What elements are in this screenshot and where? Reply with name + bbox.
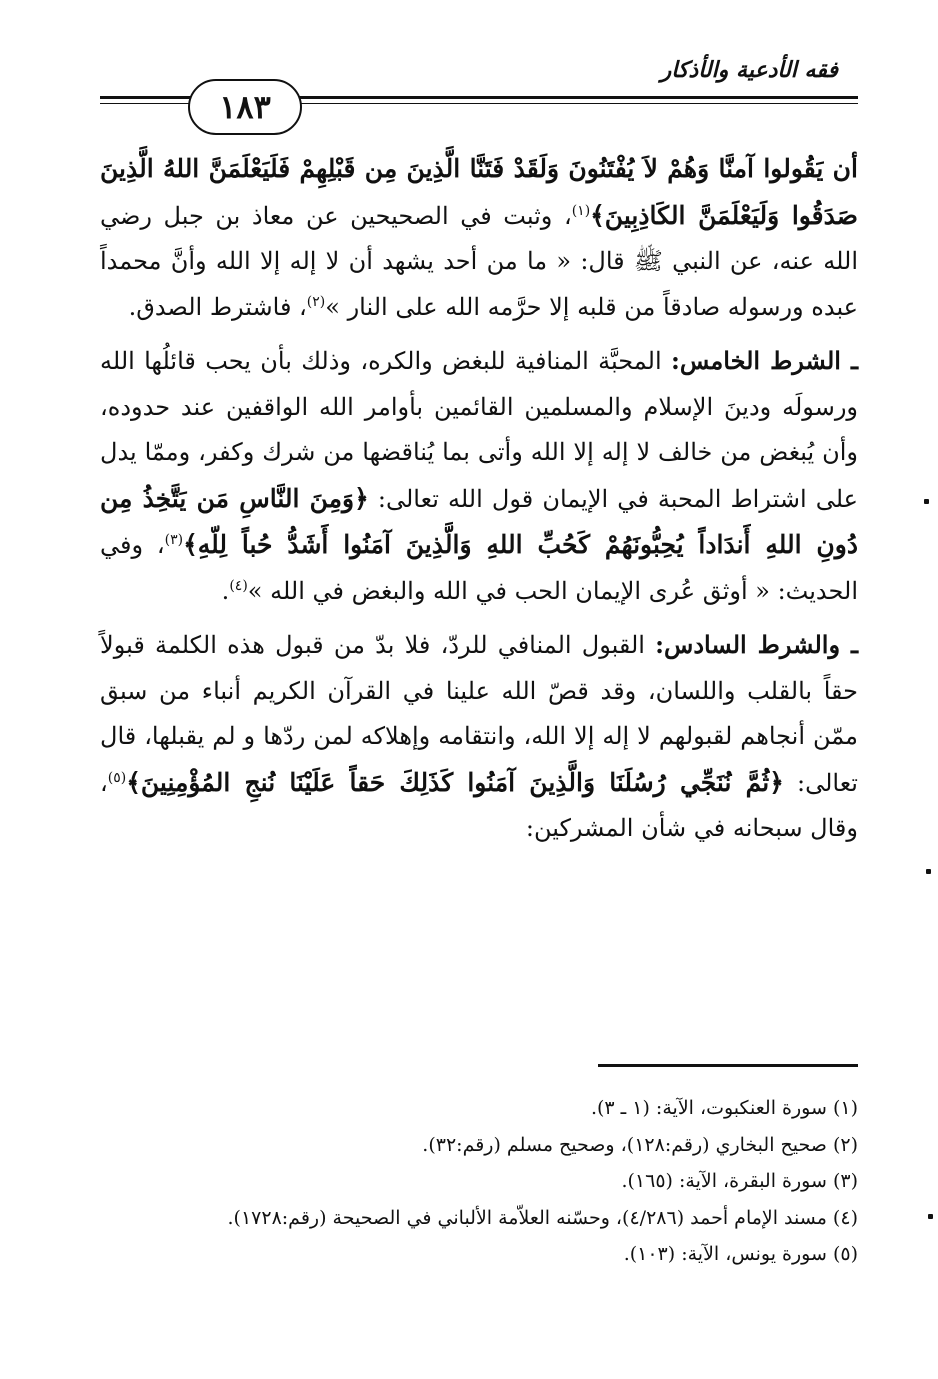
paragraph-fifth-condition [100, 338, 858, 614]
footnote-item: (٣) سورة البقرة، الآية: (١٦٥). [621, 1170, 858, 1192]
footnote-ref: (١) [571, 202, 591, 219]
paragraph-text: ، وثبت في الصحيحين عن معاذ بن جبل رضي الله عنه، عن النبي ﷺ قال: « ما من أحد يشهد أن لا إله إلا الله وأنَّ محمداً عبده ورسوله صادقاً من قلبه إلا حرَّمه الله على النار » [100, 201, 858, 321]
footnote-ref: (٥) [107, 769, 127, 786]
paragraph-text: ، فاشترط الصدق. [128, 292, 307, 321]
scan-margin-mark [926, 869, 931, 874]
footnote-item: (٥) سورة يونس، الآية: (١٠٣). [623, 1243, 858, 1265]
section-heading: ـ والشرط السادس: [655, 630, 858, 659]
footnote-item: (١) سورة العنكبوت، الآية: (١ ـ ٣). [590, 1097, 858, 1119]
footnote-item: (٢) صحيح البخاري (رقم:١٢٨)، وصحيح مسلم (رقم:٣٢). [422, 1133, 858, 1156]
paragraph-text: ، وقال سبحانه في شأن المشركين: [100, 768, 858, 842]
scan-margin-mark [924, 499, 929, 504]
quran-verse: ﴿وَمِنَ النَّاسِ مَن يَتَّخِذُ مِن دُونِ اللهِ أَندَاداً يُحِبُّونَهُمْ كَحُبِّ اللهِ وَالَّذِينَ آمَنُوا أَشَدُّ حُباً لِلّهِ﴾ [100, 483, 858, 559]
paragraph-continuation [100, 146, 858, 330]
paragraph-text: . [221, 576, 230, 605]
footnote-ref: (٤) [229, 577, 248, 594]
footnote-separator [598, 1064, 858, 1067]
paragraph-text: القبول المنافي للردّ، فلا بدّ من قبول هذه الكلمة قبولاً حقاً بالقلب واللسان، وقد قصّ الله علينا في القرآن الكريم أنباء من سبق ممّن أنجاهم لقبولهم لا إله إلا الله، وانتقامه وإهلاكه لمن ردّها و لم يقبلها، قال تعالى: [100, 631, 858, 797]
paragraph-text: ، وفي الحديث: « أوثق عُرى الإيمان الحب في الله والبغض في الله » [100, 531, 858, 605]
section-heading: ـ الشرط الخامس: [670, 346, 859, 375]
quran-verse: ﴿ثُمَّ نُنَجِّي رُسُلَنَا وَالَّذِينَ آمَنُوا كَذَلِكَ حَقاً عَلَيْنَا نُنجِ المُؤْمِنِينَ﴾ [126, 767, 784, 797]
footnote-ref: (٣) [164, 532, 184, 548]
paragraph-text: المحبَّة المنافية للبغض والكره، وذلك بأن يحب قائلُها الله ورسولَه ودينَ الإسلام والمسلمين القائمين بأوامر الله الواقفين عند حدوده، وأن يُبغض من خالف لا إله إلا الله وأتى بما يُناقضها من شرك وكفر، وممّا يدل على اشتراط المحبة في الإيمان قول الله تعالى: [100, 347, 858, 513]
footnotes [80, 1090, 858, 1273]
paragraph-sixth-condition [100, 622, 858, 852]
scan-margin-mark [928, 1214, 933, 1219]
quran-verse: أن يَقُولوا آمنَّا وَهُمْ لاَ يُفْتَنُونَ وَلَقَدْ فَتَنَّا الَّذِينَ مِن قَبْلِهِمْ فَلَيَعْلَمَنَّ اللهُ الَّذِينَ صَدَقُوا وَلَيَعْلَمَنَّ الكَاذِبِينَ﴾ [100, 154, 858, 230]
footnote-item: (٤) مسند الإمام أحمد (٤/٢٨٦)، وحسّنه العلاّمة الألباني في الصحيحة (رقم:١٧٢٨). [227, 1206, 858, 1229]
main-text [100, 146, 858, 852]
page-number: ١٨٣ [188, 79, 302, 135]
running-title: فقه الأدعية والأذكار [660, 58, 838, 83]
footnote-ref: (٢) [306, 293, 326, 310]
